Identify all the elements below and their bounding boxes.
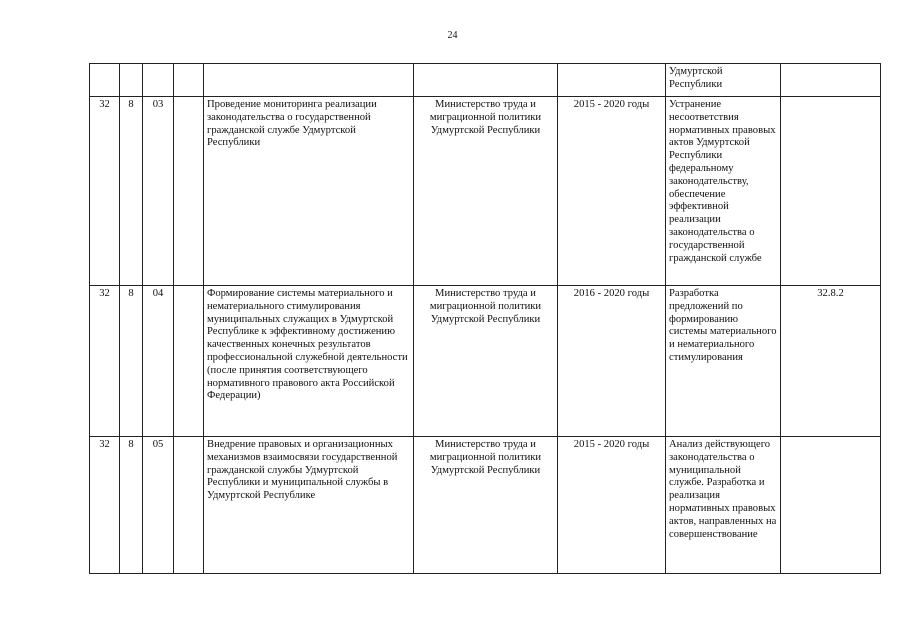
cell-executor: Министерство труда и миграционной политики Удмуртской Республики <box>414 286 558 437</box>
cell-executor: Министерство труда и миграционной политики Удмуртской Республики <box>414 97 558 286</box>
cell-result: Удмуртской Республики <box>666 64 781 97</box>
cell-period: 2015 - 2020 годы <box>558 437 666 574</box>
cell-code-3: 03 <box>143 97 174 286</box>
cell-empty <box>414 64 558 97</box>
cell-result: Устранение несоответствия нормативных правовых актов Удмуртской Республики федеральному законодательству, обеспечение эффективной реализации законодательства о государственной гражданской службе <box>666 97 781 286</box>
cell-code-4 <box>174 97 204 286</box>
cell-measure-name: Внедрение правовых и организационных механизмов взаимосвязи государственной гражданской службы Удмуртской Республики и муниципальной службы в Удмуртской Республике <box>204 437 414 574</box>
cell-code-1: 32 <box>90 97 120 286</box>
cell-empty <box>558 64 666 97</box>
table-row <box>90 97 881 286</box>
cell-code-3: 05 <box>143 437 174 574</box>
cell-empty <box>120 64 143 97</box>
cell-code-1: 32 <box>90 437 120 574</box>
cell-indicator-link: 32.8.2 <box>781 286 881 437</box>
cell-result: Разработка предложений по формированию системы материального и нематериального стимулирования <box>666 286 781 437</box>
cell-measure-name: Проведение мониторинга реализации законодательства о государственной гражданской службе Удмуртской Республики <box>204 97 414 286</box>
cell-code-3: 04 <box>143 286 174 437</box>
table-row <box>90 286 881 437</box>
table-row-continuation <box>90 64 881 97</box>
cell-code-2: 8 <box>120 97 143 286</box>
cell-code-4 <box>174 437 204 574</box>
cell-period: 2015 - 2020 годы <box>558 97 666 286</box>
cell-code-1: 32 <box>90 286 120 437</box>
cell-indicator-link <box>781 97 881 286</box>
program-measures-table <box>89 63 881 574</box>
cell-code-2: 8 <box>120 437 143 574</box>
page-number: 24 <box>447 30 458 41</box>
cell-period: 2016 - 2020 годы <box>558 286 666 437</box>
cell-empty <box>204 64 414 97</box>
table-row <box>90 437 881 574</box>
cell-empty <box>174 64 204 97</box>
cell-executor: Министерство труда и миграционной политики Удмуртской Республики <box>414 437 558 574</box>
cell-indicator-link <box>781 437 881 574</box>
cell-measure-name: Формирование системы материального и нематериального стимулирования муниципальных служащих в Удмуртской Республике к эффективному достижению качественных конечных результатов профессиональной служебной деятельности (после принятия соответствующего нормативного правового акта Российской Федерации) <box>204 286 414 437</box>
cell-empty <box>781 64 881 97</box>
cell-result: Анализ действующего законодательства о муниципальной службе. Разработка и реализация нормативных правовых актов, направленных на совершенствование <box>666 437 781 574</box>
cell-code-2: 8 <box>120 286 143 437</box>
cell-code-4 <box>174 286 204 437</box>
cell-empty <box>143 64 174 97</box>
cell-empty <box>90 64 120 97</box>
